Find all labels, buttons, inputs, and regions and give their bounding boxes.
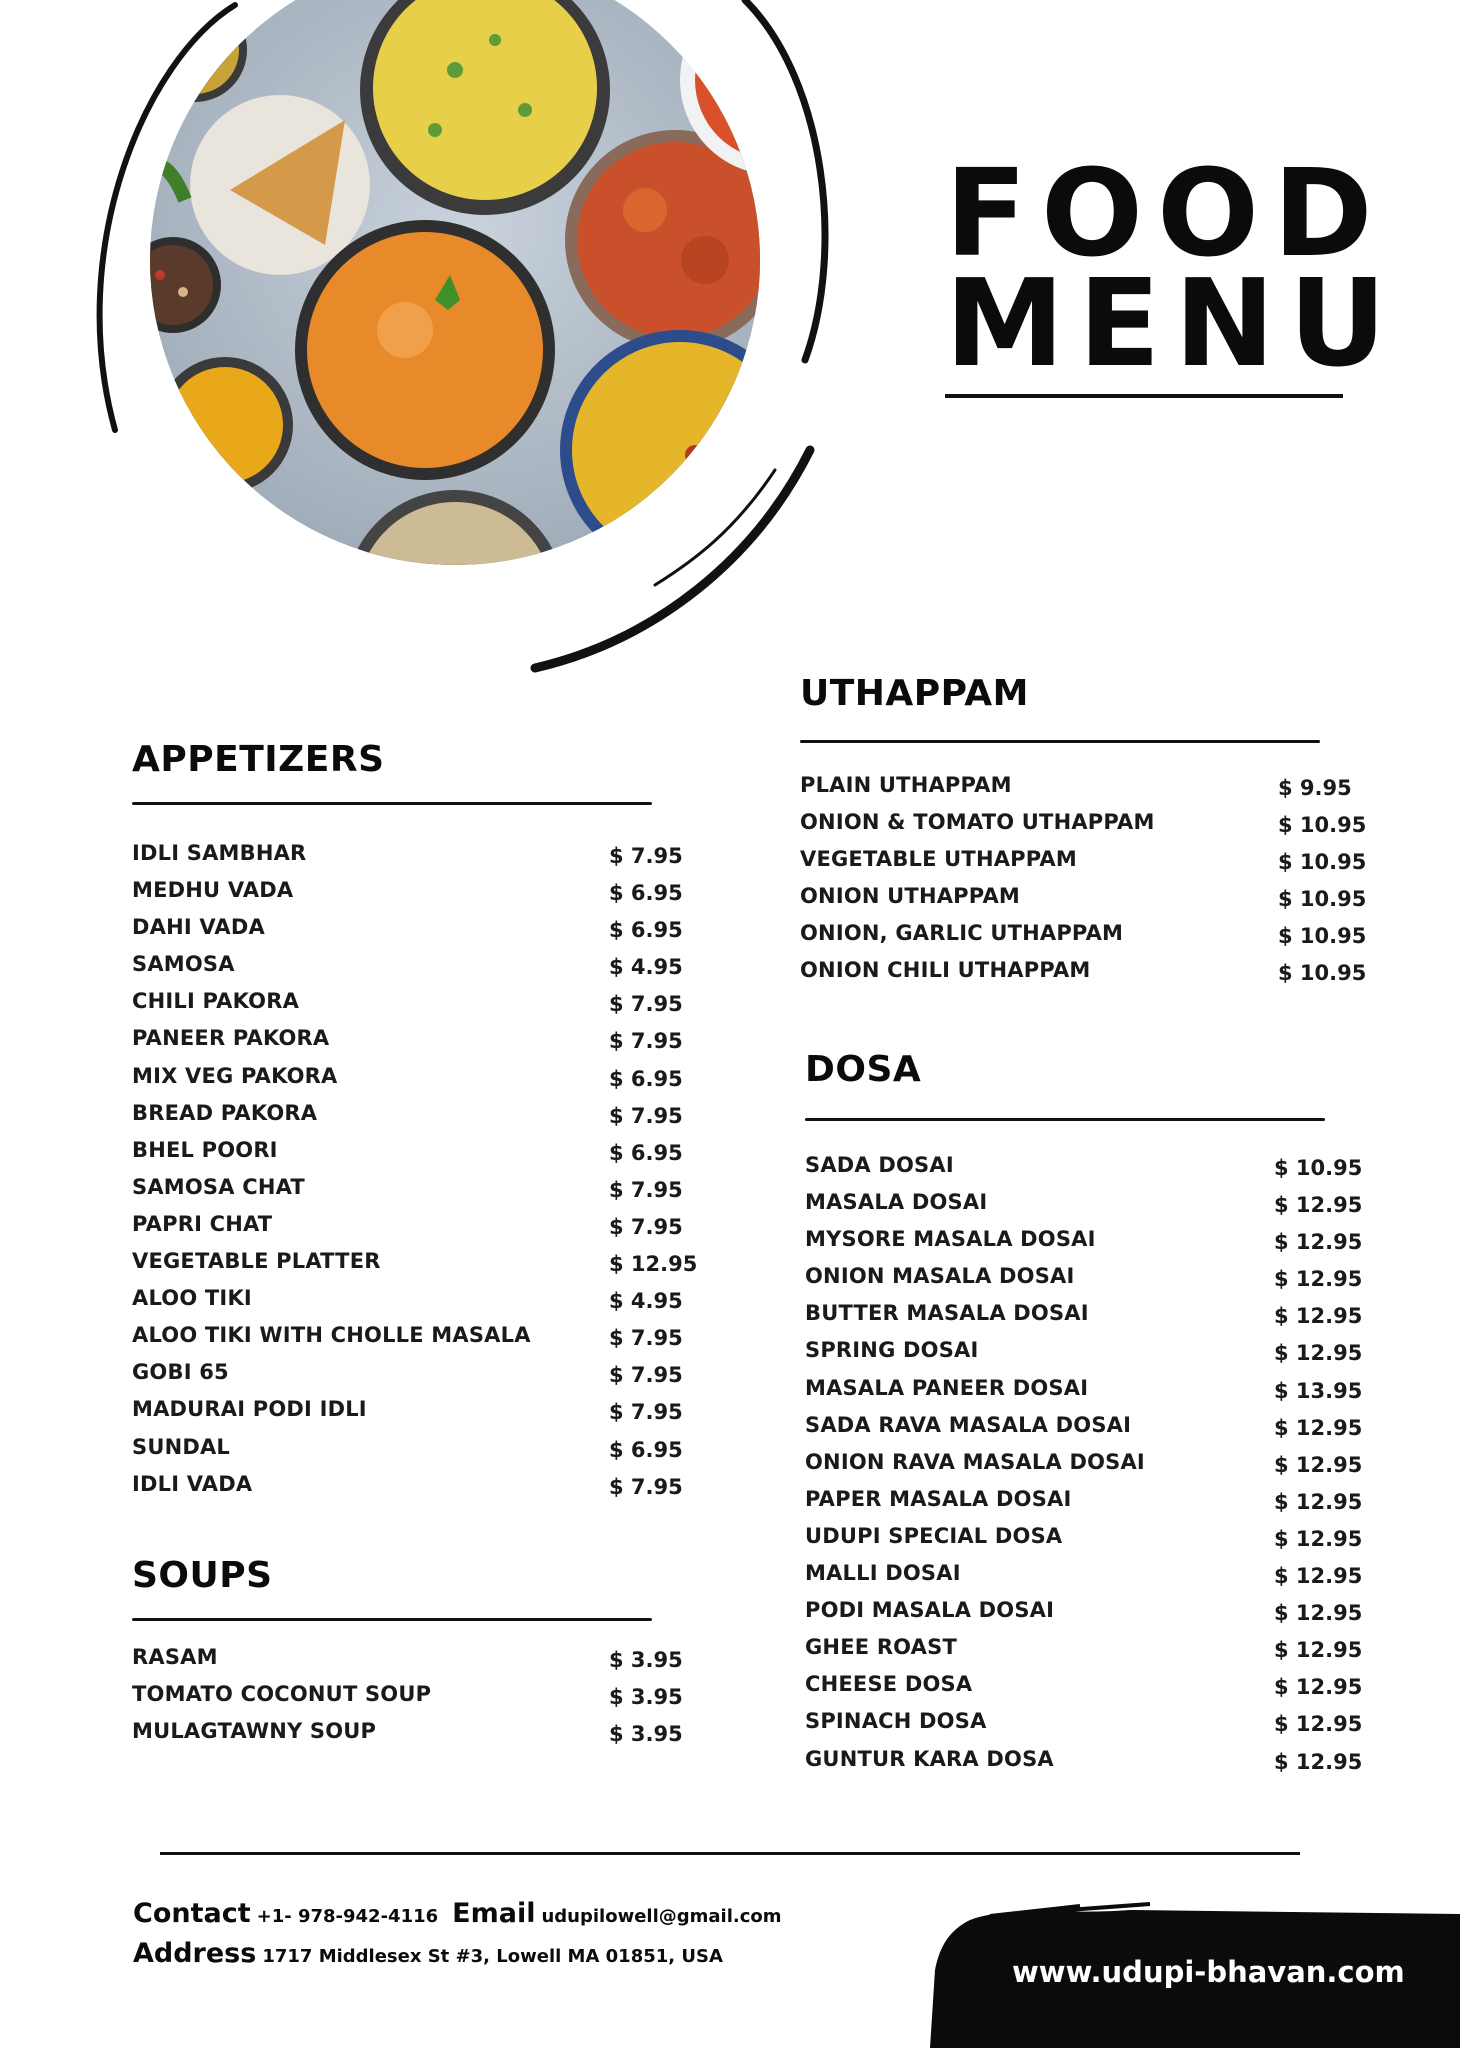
menu-item-name: ONION UTHAPPAM [800,884,1020,909]
menu-item [805,1672,1363,1709]
contact-line [133,1898,782,1929]
menu-item-name: ALOO TIKI WITH CHOLLE MASALA [132,1323,531,1348]
menu-item-name: ALOO TIKI [132,1286,252,1311]
section-dosa [805,1048,1363,1784]
menu-item-price: $ 4.95 [609,1289,683,1314]
section-divider [132,802,652,805]
menu-item-name: MYSORE MASALA DOSAI [805,1227,1096,1252]
menu-item-price: $ 6.95 [609,1066,683,1091]
menu-item-name: ONION RAVA MASALA DOSAI [805,1449,1145,1474]
menu-item-price: $ 6.95 [609,1437,683,1462]
section-heading: UTHAPPAM [800,673,1029,714]
menu-item-price: $ 12.95 [1274,1267,1363,1292]
menu-item-name: SUNDAL [132,1434,231,1459]
section-heading: SOUPS [132,1555,273,1596]
menu-item-price: $ 12.95 [1274,1712,1363,1737]
menu-item [132,1682,683,1719]
menu-item [800,810,1367,847]
menu-list [132,1645,683,1756]
menu-item [132,952,683,989]
menu-item [805,1486,1363,1524]
menu-item-name: SAMOSA [132,952,235,977]
menu-item [805,1523,1363,1561]
address-value: 1717 Middlesex St #3, Lowell MA 01851, USA [262,1946,723,1967]
menu-item-price: $ 3.95 [609,1648,683,1672]
menu-item-price: $ 12.95 [1274,1526,1363,1551]
section-appetizers [132,738,698,1509]
menu-item-name: PLAIN UTHAPPAM [800,773,1012,797]
menu-item-price: $ 10.95 [1278,813,1367,838]
menu-item [132,1645,683,1682]
menu-item [132,1719,683,1756]
menu-item [805,1412,1363,1450]
menu-item-price: $ 7.95 [609,1214,683,1239]
menu-item-price: $ 7.95 [609,1363,683,1388]
menu-item-name: MULAGTAWNY SOUP [132,1719,377,1744]
menu-item-name: SAMOSA CHAT [132,1174,305,1199]
menu-item-name: IDLI VADA [132,1471,253,1496]
menu-item-name: CHILI PAKORA [132,989,300,1014]
menu-list [805,1153,1363,1784]
menu-item [132,1211,683,1249]
menu-item-name: GOBI 65 [132,1360,229,1385]
menu-item [132,915,683,952]
menu-item-name: VEGETABLE UTHAPPAM [800,847,1077,872]
menu-item-name: MALLI DOSAI [805,1561,961,1586]
menu-item [132,1174,683,1212]
menu-item-price: $ 12.95 [1274,1749,1363,1774]
menu-item-price: $ 12.95 [1274,1304,1363,1329]
menu-item-name: PODI MASALA DOSAI [805,1598,1055,1623]
menu-item [132,1471,683,1509]
section-heading: APPETIZERS [132,739,385,780]
menu-item-price: $ 12.95 [1274,1675,1363,1700]
menu-item [800,773,1352,810]
menu-item-price: $ 12.95 [1274,1601,1363,1626]
menu-item-price: $ 12.95 [1274,1489,1363,1514]
menu-item-price: $ 7.95 [609,1326,683,1351]
menu-item-price: $ 12.95 [609,1252,698,1277]
menu-item-name: VEGETABLE PLATTER [132,1249,381,1274]
menu-item [805,1338,1363,1375]
menu-item-price: $ 12.95 [1274,1564,1363,1589]
email-address[interactable]: udupilowell@gmail.com [541,1906,782,1927]
menu-item [805,1561,1363,1598]
section-divider [800,740,1320,743]
menu-item-price: $ 7.95 [609,992,683,1017]
menu-item-name: ONION CHILI UTHAPPAM [800,958,1091,983]
menu-item-name: ONION MASALA DOSAI [805,1264,1075,1289]
menu-item [132,1360,683,1397]
section-heading: DOSA [805,1049,922,1090]
menu-item [805,1709,1363,1746]
menu-item-price: $ 12.95 [1274,1638,1363,1663]
menu-item-price: $ 6.95 [609,1140,683,1165]
menu-item [132,841,683,878]
menu-item [805,1375,1363,1413]
menu-item [805,1746,1363,1784]
hero-food-image [55,0,845,690]
menu-item [805,1301,1363,1338]
menu-item-name: DAHI VADA [132,915,265,940]
menu-item-name: BREAD PAKORA [132,1100,318,1125]
menu-list [800,773,1367,996]
menu-item-price: $ 6.95 [609,881,683,906]
menu-title [945,145,1401,394]
menu-item-name: BUTTER MASALA DOSAI [805,1301,1089,1326]
menu-item-price: $ 12.95 [1274,1230,1363,1255]
menu-item-price: $ 12.95 [1274,1193,1363,1218]
menu-item-name: MADURAI PODI IDLI [132,1397,367,1422]
menu-item-price: $ 7.95 [609,844,683,868]
section-uthappam [800,672,1367,996]
menu-item-name: PANEER PAKORA [132,1026,330,1051]
footer-divider [160,1852,1300,1855]
menu-item-name: MEDHU VADA [132,878,294,903]
menu-item-price: $ 13.95 [1274,1378,1363,1403]
menu-item-name: MASALA DOSAI [805,1190,988,1215]
website-link[interactable]: www.udupi-bhavan.com [1012,1955,1405,1989]
menu-item-name: SADA DOSAI [805,1153,954,1177]
menu-item [132,989,683,1026]
menu-item-price: $ 7.95 [609,1474,683,1499]
menu-item-price: $ 6.95 [609,918,683,943]
title-underline [945,394,1343,398]
menu-item-price: $ 10.95 [1278,887,1367,912]
menu-item [805,1598,1363,1635]
address-label: Address [133,1938,257,1969]
menu-item-price: $ 7.95 [609,1177,683,1202]
menu-item [800,958,1367,995]
menu-item-price: $ 12.95 [1274,1452,1363,1477]
menu-item-price: $ 10.95 [1274,1156,1363,1180]
menu-item [800,921,1367,958]
menu-item-price: $ 7.95 [609,1400,683,1425]
menu-item [800,847,1367,884]
menu-item-name: MIX VEG PAKORA [132,1063,338,1088]
menu-item [132,1397,683,1434]
title-line-food: FOOD [945,145,1387,284]
menu-item [805,1635,1363,1672]
menu-item-name: IDLI SAMBHAR [132,841,307,865]
menu-item [805,1227,1363,1264]
menu-item-name: UDUPI SPECIAL DOSA [805,1523,1063,1548]
menu-item [805,1264,1363,1301]
menu-item [132,878,683,915]
menu-item-price: $ 9.95 [1278,776,1352,800]
menu-item-name: MASALA PANEER DOSAI [805,1375,1089,1400]
menu-item [132,1100,683,1138]
menu-item-price: $ 7.95 [609,1103,683,1128]
menu-item [132,1026,683,1063]
menu-item [132,1063,683,1101]
menu-item-name: TOMATO COCONUT SOUP [132,1682,432,1707]
menu-item-name: RASAM [132,1645,218,1669]
menu-item-price: $ 12.95 [1274,1341,1363,1366]
menu-item-price: $ 7.95 [609,1029,683,1054]
email-label: Email [452,1898,536,1929]
menu-item-name: GHEE ROAST [805,1635,957,1660]
menu-item-name: ONION & TOMATO UTHAPPAM [800,810,1155,835]
menu-item [805,1449,1363,1487]
menu-item-price: $ 4.95 [609,955,683,980]
menu-item-price: $ 10.95 [1278,924,1367,949]
menu-item-price: $ 10.95 [1278,961,1367,986]
contact-label: Contact [133,1898,251,1929]
menu-item [132,1249,698,1286]
menu-item-name: SPINACH DOSA [805,1709,987,1734]
menu-item-name: SPRING DOSAI [805,1338,979,1363]
menu-item-name: GUNTUR KARA DOSA [805,1746,1054,1771]
menu-item [132,1323,683,1360]
menu-item-price: $ 3.95 [609,1722,683,1747]
title-line-menu: MENU [945,255,1401,394]
menu-item [805,1153,1363,1190]
menu-item-name: PAPER MASALA DOSAI [805,1486,1072,1511]
menu-item-price: $ 12.95 [1274,1415,1363,1440]
menu-item-price: $ 3.95 [609,1685,683,1710]
menu-item [800,884,1367,921]
menu-item [132,1137,683,1175]
menu-list [132,841,698,1509]
menu-item-name: SADA RAVA MASALA DOSAI [805,1412,1132,1437]
menu-item [132,1434,683,1472]
menu-item-price: $ 10.95 [1278,850,1367,875]
menu-item-name: PAPRI CHAT [132,1211,273,1236]
section-divider [805,1118,1325,1121]
address-line [133,1938,723,1969]
menu-item-name: BHEL POORI [132,1137,278,1162]
phone-number[interactable]: +1- 978-942-4116 [256,1906,439,1927]
menu-item [132,1286,683,1323]
section-divider [132,1618,652,1621]
menu-item-name: ONION, GARLIC UTHAPPAM [800,921,1124,946]
menu-item [805,1190,1363,1227]
section-soups [132,1554,683,1756]
menu-item-name: CHEESE DOSA [805,1672,973,1697]
